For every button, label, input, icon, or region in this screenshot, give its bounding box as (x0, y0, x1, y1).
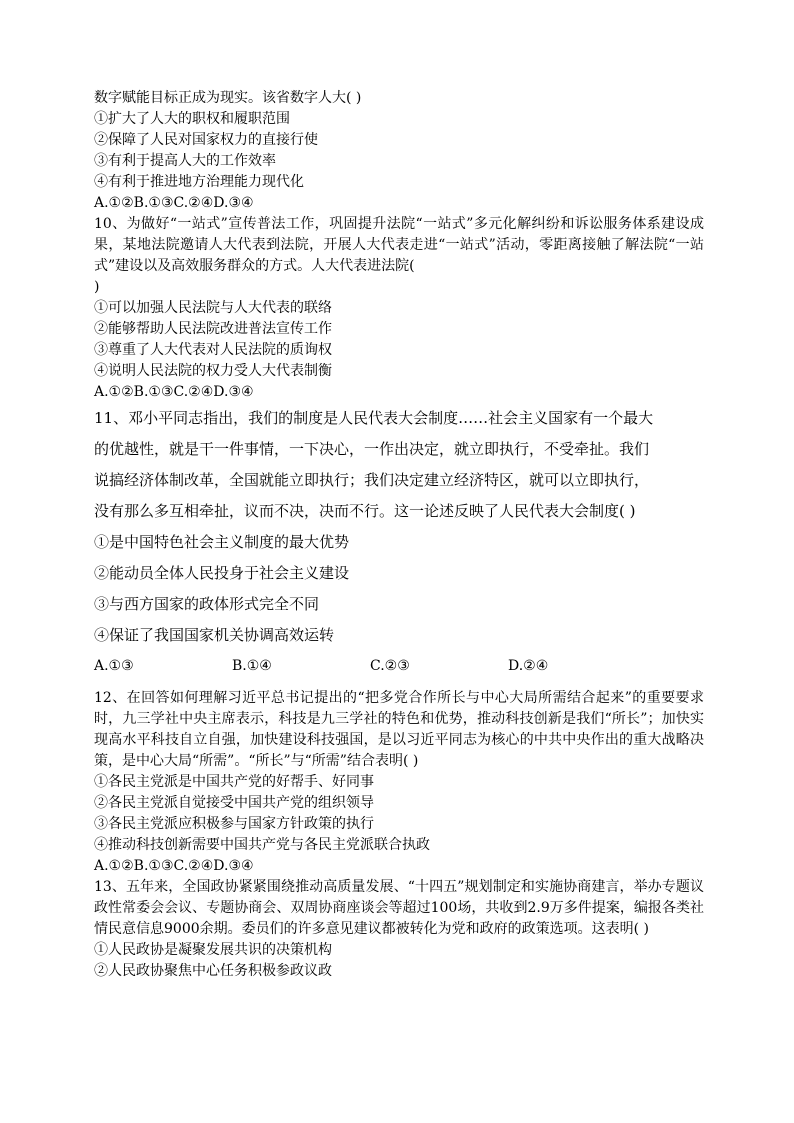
question-10-stem: 10、为做好“一站式”宣传普法工作，巩固提升法院“一站式”多元化解纠纷和诉讼服务体系建设成果，某地法院邀请人大代表到法院，开展人大代表走进“一站式”活动，零距离接触了解法院“一站式”建设以及高效服务群众的方式。人大代表进法院( (94, 216, 704, 274)
question-12-item-3: ③各民主党派应积极参与国家方针政策的执行 (94, 816, 374, 832)
question-10-item-2: ②能够帮助人民法院改进普法宣传工作 (94, 321, 332, 337)
question-9-options: A.①②B.①③C.②④D.③④ (94, 195, 254, 211)
question-13-item-2: ②人民政协聚焦中心任务积极参政议政 (94, 963, 332, 979)
question-12 (94, 688, 704, 877)
question-11-option-a: A.①③ (94, 658, 134, 674)
question-9-item-2: ②保障了人民对国家权力的直接行使 (94, 132, 318, 148)
question-11-stem-line-4: 没有那么多互相牵扯，议而不决，决而不行。这一论述反映了人民代表大会制度( ) (94, 502, 636, 520)
question-9-item-1: ①扩大了人大的职权和履职范围 (94, 111, 290, 127)
question-11-options (94, 651, 704, 682)
question-10-stem-close: ) (94, 279, 100, 295)
question-10-item-4: ④说明人民法院的权力受人大代表制衡 (94, 363, 332, 379)
question-11-option-d: D.②④ (508, 658, 549, 674)
question-11-item-1: ①是中国特色社会主义制度的最大优势 (94, 533, 350, 551)
question-10 (94, 214, 704, 403)
question-11-option-c: C.②③ (370, 658, 410, 674)
question-9-stem-end: 数字赋能目标正成为现实。该省数字人大( ) (94, 90, 362, 106)
question-13-item-1: ①人民政协是凝聚发展共识的决策机构 (94, 942, 332, 958)
question-13-stem: 13、五年来，全国政协紧紧围绕推动高质量发展、“十四五”规划制定和实施协商建言，举办专题议政性常委会会议、专题协商会、双周协商座谈会等超过100场，共收到2.9万多件提案，编报各类社情民意信息9000余期。委员们的许多意见建议都被转化为党和政府的政策选项。这表明( ) (94, 879, 704, 937)
question-11-item-4: ④保证了我国国家机关协调高效运转 (94, 626, 335, 644)
question-12-options: A.①②B.①③C.②④D.③④ (94, 858, 254, 874)
question-11-stem-line-2: 的优越性，就是干一件事情，一下决心，一作出决定，就立即执行，不受牵扯。我们 (94, 440, 650, 458)
question-10-item-1: ①可以加强人民法院与人大代表的联络 (94, 300, 332, 316)
question-11-item-3: ③与西方国家的政体形式完全不同 (94, 595, 320, 613)
question-12-item-2: ②各民主党派自觉接受中国共产党的组织领导 (94, 795, 374, 811)
question-9-item-3: ③有利于提高人大的工作效率 (94, 153, 276, 169)
question-11 (94, 403, 704, 682)
question-13 (94, 877, 704, 982)
question-11-stem-line-3: 说搞经济体制改革，全国就能立即执行；我们决定建立经济特区，就可以立即执行， (94, 471, 650, 489)
question-11-option-b: B.①④ (232, 658, 272, 674)
question-9-item-4: ④有利于推进地方治理能力现代化 (94, 174, 304, 190)
question-11-item-2: ②能动员全体人民投身于社会主义建设 (94, 564, 350, 582)
question-9-tail (94, 88, 704, 214)
question-10-options: A.①②B.①③C.②④D.③④ (94, 384, 254, 400)
question-10-item-3: ③尊重了人大代表对人民法院的质询权 (94, 342, 332, 358)
question-12-item-4: ④推动科技创新需要中国共产党与各民主党派联合执政 (94, 837, 430, 853)
question-11-stem-line-1: 11、邓小平同志指出，我们的制度是人民代表大会制度……社会主义国家有一个最大 (94, 409, 654, 427)
question-12-stem: 12、在回答如何理解习近平总书记提出的“把多党合作所长与中心大局所需结合起来”的重要要求时，九三学社中央主席表示，科技是九三学社的特色和优势，推动科技创新是我们“所长”；加快实现高水平科技自立自强，加快建设科技强国，是以习近平同志为核心的中共中央作出的重大战略决策，是中心大局“所需”。“所长”与“所需”结合表明( ) (94, 690, 704, 769)
question-12-item-1: ①各民主党派是中国共产党的好帮手、好同事 (94, 774, 374, 790)
exam-page (94, 88, 704, 982)
